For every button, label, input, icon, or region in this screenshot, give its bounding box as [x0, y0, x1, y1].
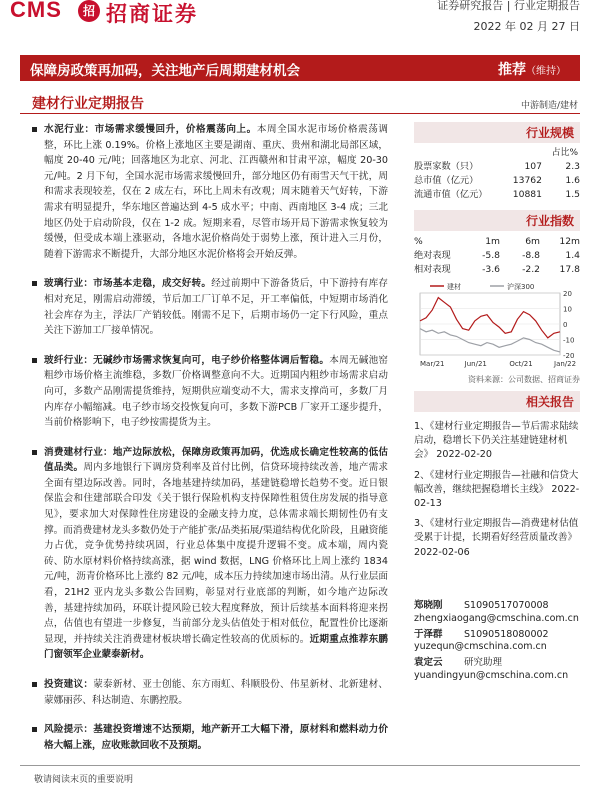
- para-glass: [32, 276, 388, 338]
- related-item[interactable]: [414, 469, 580, 512]
- para-consumer-materials: [32, 445, 388, 663]
- index-row: [414, 249, 580, 263]
- para-lead: 玻璃行业：市场基本走稳，成交好转。: [44, 278, 212, 290]
- para-lead: 投资建议：: [44, 679, 94, 690]
- index-chart-svg: [414, 279, 580, 369]
- related-item[interactable]: [414, 420, 580, 463]
- logo-cn-text: 招商证券: [106, 2, 198, 26]
- analyst: [414, 600, 580, 626]
- index-chart: [414, 279, 580, 372]
- x-tick-label: Jun/21: [464, 360, 487, 368]
- y-tick-label: -10: [563, 336, 575, 345]
- index-cell: -2.2: [522, 264, 540, 275]
- scale-share: 2.3: [565, 161, 580, 172]
- scale-key: 总市值（亿元）: [414, 175, 479, 186]
- chart-source: 资料来源：公司数据、招商证券: [468, 375, 580, 384]
- x-tick-label: Mar/21: [420, 360, 445, 368]
- index-col: 12m: [559, 236, 580, 247]
- summary-body: [32, 122, 388, 767]
- index-cell: -5.8: [482, 250, 500, 261]
- para-lead: 玻纤行业：无碱纱市场需求恢复向可，电子纱价格整体调后暂稳。: [44, 354, 330, 366]
- report-kind: 证券研究报告 | 行业定期报告: [437, 0, 580, 12]
- analyst: [414, 657, 580, 683]
- scale-row: [414, 188, 580, 202]
- analyst: [414, 629, 580, 655]
- scale-key: 流通市值（亿元）: [414, 189, 488, 200]
- analyst-name: 于泽群: [414, 628, 443, 640]
- related-title: 1、《建材行业定期报告—节后需求陆续启动，稳增长下仍关注基建链建材机会》: [414, 421, 579, 461]
- related-date: 2022-02-13: [414, 483, 580, 510]
- y-tick-label: -20: [563, 352, 575, 360]
- index-cell: -8.8: [522, 250, 540, 261]
- logo-mark-icon: 招: [78, 0, 100, 22]
- divider: [20, 113, 580, 114]
- rating: [498, 59, 566, 79]
- scale-heading: 行业规模: [414, 122, 580, 143]
- para-tail: 近期重点推荐东鹏门窗领军企业蒙泰新材。: [44, 633, 389, 661]
- para-text: 本周全国水泥市场价格震荡调整，环比上涨 0.19%。价格上涨地区主要是湖南、重庆、贵州和湖北局部区域，幅度 20-40 元/吨；回落地区为北京、河北、江西赣州和甘肃平凉，幅度 20-30 元/吨。2 月下旬，全国水泥市场需求缓慢回升，部分地区仍有雨雪天气干扰，周和需求表现较差，仅在 2 成左右，环比上周未有改观；周末随着天气好转，下游需求有明显提升，华东地区普遍达到 4-5 成水平；中南、西南地区 3-4 成；三北地区仍处于启动阶段，仅在 1-2 成。短期来看，尽管市场开局下游需求恢复较为缓慢，但受成本端上涨驱动，各地水泥价格尚处于弱势上涨，预计进入三月份，随着下游需求不断提升，大部分地区水泥价格将会开始反弹。: [44, 124, 389, 260]
- index-header-row: [414, 235, 580, 249]
- analyst-email[interactable]: yuandingyun@cmschina.com.cn: [414, 669, 569, 681]
- index-cell: 绝对表现: [414, 250, 451, 261]
- analyst-email[interactable]: yuzequn@cmschina.com.cn: [414, 641, 547, 653]
- report-title: 保障房政策再加码，关注地产后周期建材机会: [30, 63, 300, 79]
- title-banner: [20, 55, 580, 81]
- index-cell: 17.8: [559, 264, 580, 275]
- para-text: 本周无碱池窑粗纱市场价格主流维稳，多数厂价格调整意向不大。近期国内粗纱市场需求启动向可，多数产品刚需提货维持，短期供应端变动不大，需求支撑尚可，多数厂月内库存小幅缩减。电子纱市场交投恢复向可，多数下游PCB 厂家开工逐步提升，当前价格影响下，电子纱按需提货为主。: [44, 354, 389, 429]
- y-tick-label: 0: [563, 321, 568, 329]
- para-lead: 消费建材行业：地产边际放松，保障房政策再加码，优选成长确定性较高的低估值品类。: [44, 446, 388, 474]
- para-tail: 基建投资增速不达预期，地产新开工大幅下滑，原材料和燃料动力价格大幅上涨，应收账款回收不及预期。: [44, 724, 389, 751]
- logo-cms-text: CMS: [10, 0, 62, 22]
- index-cell: -3.6: [482, 264, 500, 275]
- related-item[interactable]: [414, 517, 580, 560]
- related-title: 3、《建材行业定期报告—消费建材估值受累于计提，长期看好经营质量改善》: [414, 518, 579, 544]
- index-col: 1m: [485, 236, 500, 247]
- index-heading: 行业指数: [414, 210, 580, 231]
- legend-label: 沪深300: [507, 283, 535, 291]
- para-lead: 风险提示：: [44, 724, 94, 736]
- analyst-id: 研究助理: [464, 657, 503, 669]
- y-tick-label: 10: [563, 305, 572, 314]
- related-list: [414, 420, 580, 560]
- analyst-name: 袁定云: [414, 657, 443, 669]
- para-text: 蒙泰新材、亚士创能、东方雨虹、科顺股份、伟星新材、北新建材、蒙娜丽莎、科达制造、东鹏控股。: [44, 679, 389, 706]
- x-tick-label: Jan/22: [554, 360, 577, 368]
- index-cell: 相对表现: [414, 264, 451, 275]
- analyst-name: 郑晓刚: [414, 600, 443, 611]
- para-risk: [32, 722, 388, 753]
- related-date: 2022-02-06: [414, 546, 470, 558]
- series-line: [420, 298, 560, 338]
- para-text: 周内多地银行下调房贷利率及首付比例，信贷环境持续改善，地产需求全面有望边际改善。同时，各地基建持续加码，基建链稳增长趋势不变。近日银保监会和住建部联合印发《关于银行保险机构支持保障性租赁住房发展的指导意见》，要求加大对保障性住房建设的金融支持力度，总体需求端长期韧性仍有支撑。而消费建材龙头多数仍处于产能扩张/品类拓展/渠道结构优化阶段，且融资能力占优，竞争优势持续巩固，行业总体集中度提升逻辑不变。成本端，周内瓷砖、防水原材料价格持续高涨，据 wind 数据，LNG 价格环比上周上涨约 1834 元/吨，沥青价格环比上涨约 82 元/吨，成本压力持续加速市场出清。从行业层面看，21H2 亚内龙头多数公告回购，彰显对行业底部的判断，如今地产边际改善，基建持续加码，环联计提风险已较大程度释放，预计后续基本面料将迎来拐点，估值也有望进一步修复，当前部分龙头估值处于相对低位，配置性价比逐渐显现，并持续关注消费建材板块增长确定性较高的优质标的。: [44, 462, 389, 645]
- para-cement: [32, 122, 388, 262]
- rating-note: （维持）: [526, 66, 566, 77]
- series-line: [420, 329, 560, 352]
- rating-label: 推荐: [498, 62, 526, 78]
- scale-value: 10881: [512, 189, 542, 200]
- related-title: 2、《建材行业定期报告—社融和信贷大幅改善，继续把握稳增长主线》: [414, 469, 579, 495]
- scale-value: 107: [524, 161, 542, 172]
- index-col: 6m: [525, 236, 540, 247]
- scale-row: [414, 174, 580, 188]
- related-heading: 相关报告: [414, 391, 580, 412]
- legend-label: 建材: [447, 283, 461, 291]
- header-meta: [437, 0, 580, 34]
- y-tick-label: 20: [563, 290, 572, 298]
- footer-divider: [20, 765, 580, 766]
- analyst-list: [414, 600, 580, 683]
- scale-share: 1.6: [565, 175, 580, 186]
- brand-logo: [0, 0, 240, 26]
- para-investment: [32, 677, 388, 708]
- index-cell: 1.4: [565, 250, 580, 261]
- sidebar: [414, 118, 580, 566]
- scale-share: 1.5: [565, 189, 580, 200]
- report-type: 建材行业定期报告: [32, 96, 144, 112]
- scale-key: 股票家数（只）: [414, 161, 479, 172]
- analyst-id: S1090517070008: [464, 600, 549, 611]
- scale-unit: 占比%: [551, 148, 578, 158]
- scale-row: [414, 160, 580, 174]
- department: 中游制造/建材: [520, 101, 578, 111]
- x-tick-label: Oct/21: [509, 360, 533, 368]
- para-text: 经过前期中下游备货后，中下游持有库存相对充足，刚需启动滞缓，节后加工厂订单不足，开工率偏低，中短期市场消化社会库存为主，浮法厂产销较低。刚需不足下，后期市场仍一定下行风险，重点关注下游加工厂接单情况。: [44, 278, 388, 337]
- scale-value: 13762: [512, 175, 542, 186]
- para-fiberglass: [32, 353, 388, 431]
- analyst-email[interactable]: zhengxiaogang@cmschina.com.cn: [414, 612, 579, 624]
- report-date: 2022 年 02 月 27 日: [473, 20, 580, 33]
- index-col: %: [414, 236, 423, 247]
- analyst-id: S1090518080002: [464, 628, 549, 640]
- para-lead: 水泥行业：市场需求缓慢回升，价格震荡向上。: [44, 124, 257, 135]
- footer-note: 敬请阅读末页的重要说明: [34, 775, 134, 785]
- related-date: 2022-02-20: [436, 449, 493, 461]
- index-row: [414, 263, 580, 277]
